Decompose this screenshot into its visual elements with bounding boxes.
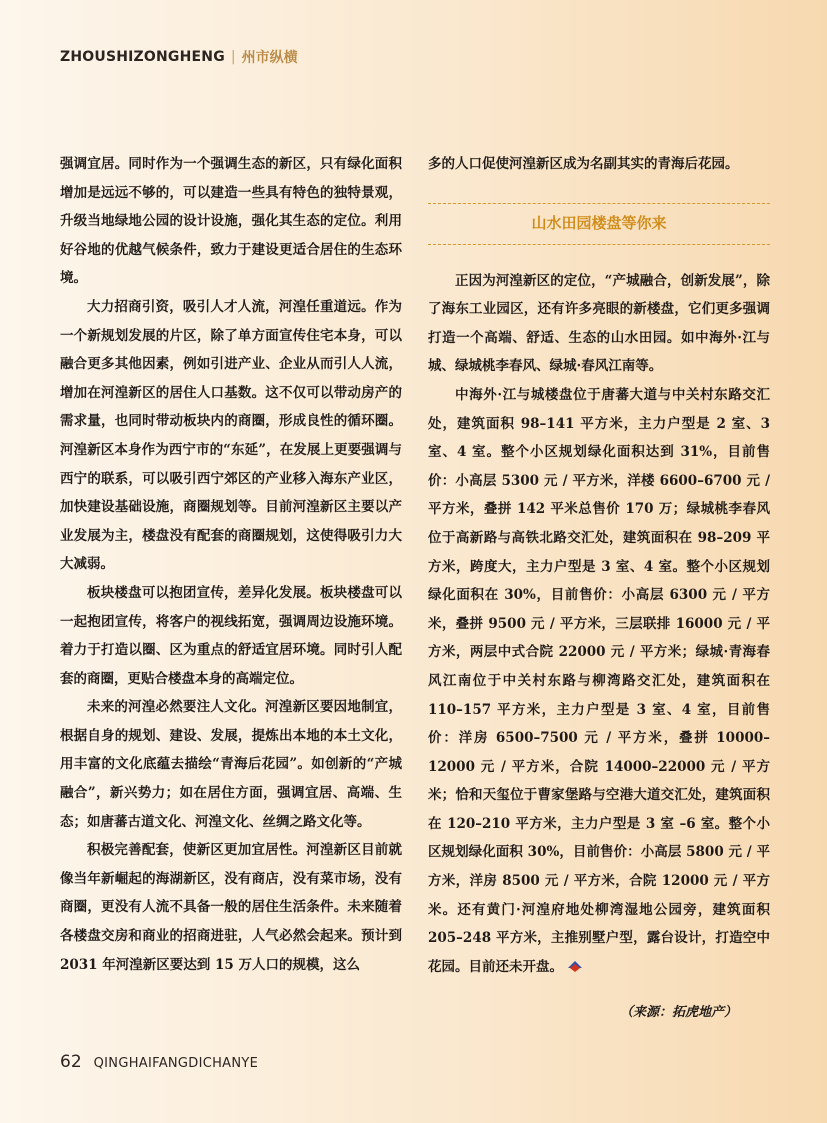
right-paragraph-2-text: 中海外·江与城楼盘位于唐蕃大道与中关村东路交汇处，建筑面积 98–141 平方米，主力户型是 2 室、3 室、4 室。整个小区规划绿化面积达到 31%，目前售价：小高层 5300 元 / 平方米，洋楼 6600–6700 元 / 平方米，叠拼 142 平米总售价 170 万；绿城桃李春风位于高新路与高铁北路交汇处，建筑面积在 98–209 平方米，跨度大，主力户型是 3 室、4 室。整个小区规划绿化面积在 30%，目前售价：小高层 6300 元 / 平方米，叠拼 9500 元 / 平方米，三层联排 16000 元 / 平方米，两层中式合院 22000 元 / 平方米；绿城·青海春风江南位于中关村东路与柳湾路交汇处，建筑面积在 110–157 平方米，主力户型是 3 室、4 室，目前售价：洋房 6500–7500 元 / 平方米，叠拼 10000–12000 元 / 平方米，合院 14000–22000 元 / 平方米；恰和天玺位于曹家堡路与空港大道交汇处，建筑面积在 120–210 平方米，主力户型是 3 室 –6 室。整个小区规划绿化面积 30%，目前售价：小高层 5800 元 / 平方米，洋房 8500 元 / 平方米，合院 12000 元 / 平方米。还有黄门·河湟府地处柳湾湿地公园旁，建筑面积 205–248 平方米，主推别墅户型，露台设计，打造空中花园。目前还未开盘。: [428, 386, 770, 975]
section-title: [428, 203, 770, 245]
page-footer: [60, 1052, 258, 1072]
left-paragraph-4: 未来的河湟必然要注人文化。河湟新区要因地制宜，根据自身的规划、建设、发展，提炼出本地的本土文化，用丰富的文化底蕴去描绘“青海后花园”。如创新的“产城融合”，新兴势力；如在居住方面，强调宜居、高端、生态；如唐蕃古道文化、河湟文化、丝绸之路文化等。: [60, 699, 402, 830]
right-intro: 多的人口促使河湟新区成为名副其实的青海后花园。: [428, 156, 739, 172]
right-paragraph-1: 正因为河湟新区的定位，“产城融合，创新发展”，除了海东工业园区，还有许多亮眼的新楼盘，它们更多强调打造一个高端、舒适、生态的山水田园。如中海外·江与城、绿城桃李春风、绿城·春风江南等。: [428, 272, 770, 375]
source-credit: （来源：拓虎地产）: [620, 1005, 738, 1020]
left-paragraph-2: 大力招商引资，吸引人才人流，河湟任重道远。作为一个新规划发展的片区，除了单方面宣传住宅本身，可以融合更多其他因素，例如引进产业、企业从而引人人流，增加在河湟新区的居住人口基数。这不仅可以带动房产的需求量，也同时带动板块内的商圈，形成良性的循环圈。河湟新区本身作为西宁市的“东延”，在发展上更要强调与西宁的联系，可以吸引西宁郊区的产业移入海东产业区，加快建设基础设施，商圈规划等。目前河湟新区主要以产业发展为主，楼盘没有配套的商圈规划，这使得吸引力大大减弱。: [60, 298, 402, 573]
running-header: [60, 46, 298, 68]
left-paragraph-1: 强调宜居。同时作为一个强调生态的新区，只有绿化面积增加是远远不够的，可以建造一些具有特色的独特景观，升级当地绿地公园的设计设施，强化其生态的定位。利用好谷地的优越气候条件，致力于建设更适合居住的生态环境。: [60, 156, 402, 287]
section-title-text: 山水田园楼盘等你来: [531, 214, 667, 233]
left-paragraph-3: 板块楼盘可以抱团宣传，差异化发展。板块楼盘可以一起抱团宣传，将客户的视线拓宽，强调周边设施环境。着力于打造以圈、区为重点的舒适宜居环境。同时引人配套的商圈，更贴合楼盘本身的高端定位。: [60, 584, 402, 687]
page-number: 62: [60, 1052, 82, 1072]
right-column: [428, 150, 770, 981]
header-section-cn: 州市纵横: [241, 50, 298, 66]
left-column: [60, 150, 402, 979]
right-paragraph-2: [428, 381, 770, 981]
article-end-mark-icon: [567, 959, 583, 973]
header-section-latin: ZHOUSHIZONGHENG: [60, 49, 225, 65]
publication-name: QINGHAIFANGDICHANYE: [93, 1056, 259, 1071]
header-divider: |: [230, 49, 236, 65]
left-paragraph-5: 积极完善配套，使新区更加宜居性。河湟新区目前就像当年新崛起的海湖新区，没有商店，没有菜市场，没有商圈，更没有人流不具备一般的居住生活条件。未来随着各楼盘交房和商业的招商进驻，人气必然会起来。预计到 2031 年河湟新区要达到 15 万人口的规模，这么: [60, 842, 402, 973]
